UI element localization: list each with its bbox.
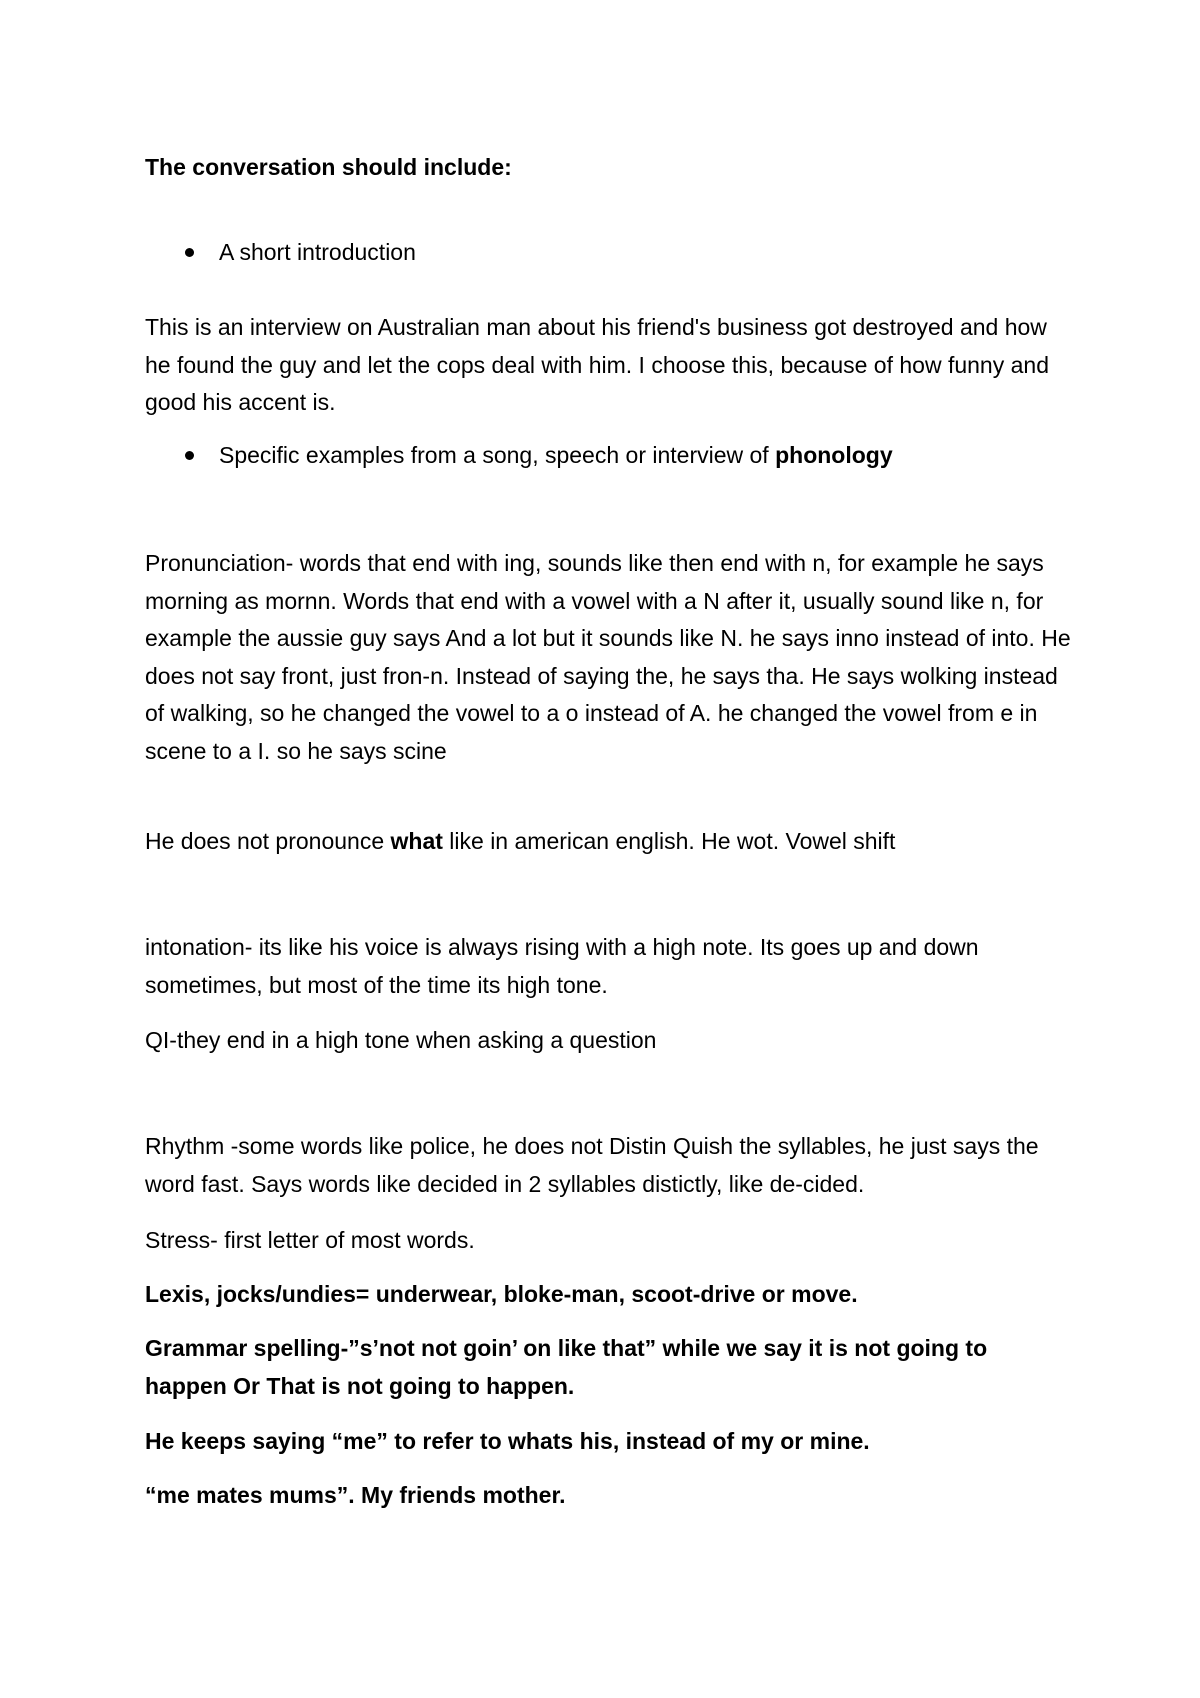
intonation-paragraph: intonation- its like his voice is always rising with a high note. Its goes up and down sometimes, but most of the time its high tone.: [145, 934, 979, 998]
bullet-text: A short introduction: [219, 239, 416, 265]
qi-paragraph: QI-they end in a high tone when asking a question: [145, 1027, 657, 1053]
rhythm-paragraph: Rhythm -some words like police, he does not Distin Quish the syllables, he just says the word fast. Says words like decided in 2 syllables distictly, like de-cided.: [145, 1133, 1039, 1197]
what-prefix: He does not pronounce: [145, 828, 391, 854]
what-paragraph: [145, 823, 1075, 861]
what-suffix: like in american english. He wot. Vowel shift: [442, 828, 896, 854]
mates-paragraph: “me mates mums”. My friends mother.: [145, 1482, 566, 1508]
bullet-icon: [185, 248, 194, 257]
bullet-text: [219, 437, 893, 475]
bullet-text-prefix: Specific examples from a song, speech or interview of: [219, 442, 776, 468]
bullet-text-bold: phonology: [775, 442, 893, 468]
intro-paragraph: This is an interview on Australian man about his friend's business got destroyed and how he found the guy and let the cops deal with him. I choose this, because of how funny and good his accent is.: [145, 314, 1049, 415]
me-paragraph: He keeps saying “me” to refer to whats his, instead of my or mine.: [145, 1428, 870, 1454]
what-bold: what: [390, 828, 443, 854]
stress-paragraph: Stress- first letter of most words.: [145, 1227, 475, 1253]
pronunciation-paragraph: Pronunciation- words that end with ing, sounds like then end with n, for example he says morning as mornn. Words that end with a vowel with a N after it, usually sound like n, for example the aussie guy says And a lot but it sounds like N. he says inno instead of into. He does not say front, just fron-n. Instead of saying the, he says tha. He says wolking instead of walking, so he changed the vowel to a o instead of A. he changed the vowel from e in scene to a I. so he says scine: [145, 550, 1071, 764]
heading: The conversation should include:: [145, 154, 512, 180]
lexis-paragraph: Lexis, jocks/undies= underwear, bloke-man, scoot-drive or move.: [145, 1281, 858, 1307]
grammar-paragraph: Grammar spelling-”s’not not goin’ on like that” while we say it is not going to happen Or That is not going to happen.: [145, 1335, 988, 1399]
bullet-icon: [185, 451, 194, 460]
